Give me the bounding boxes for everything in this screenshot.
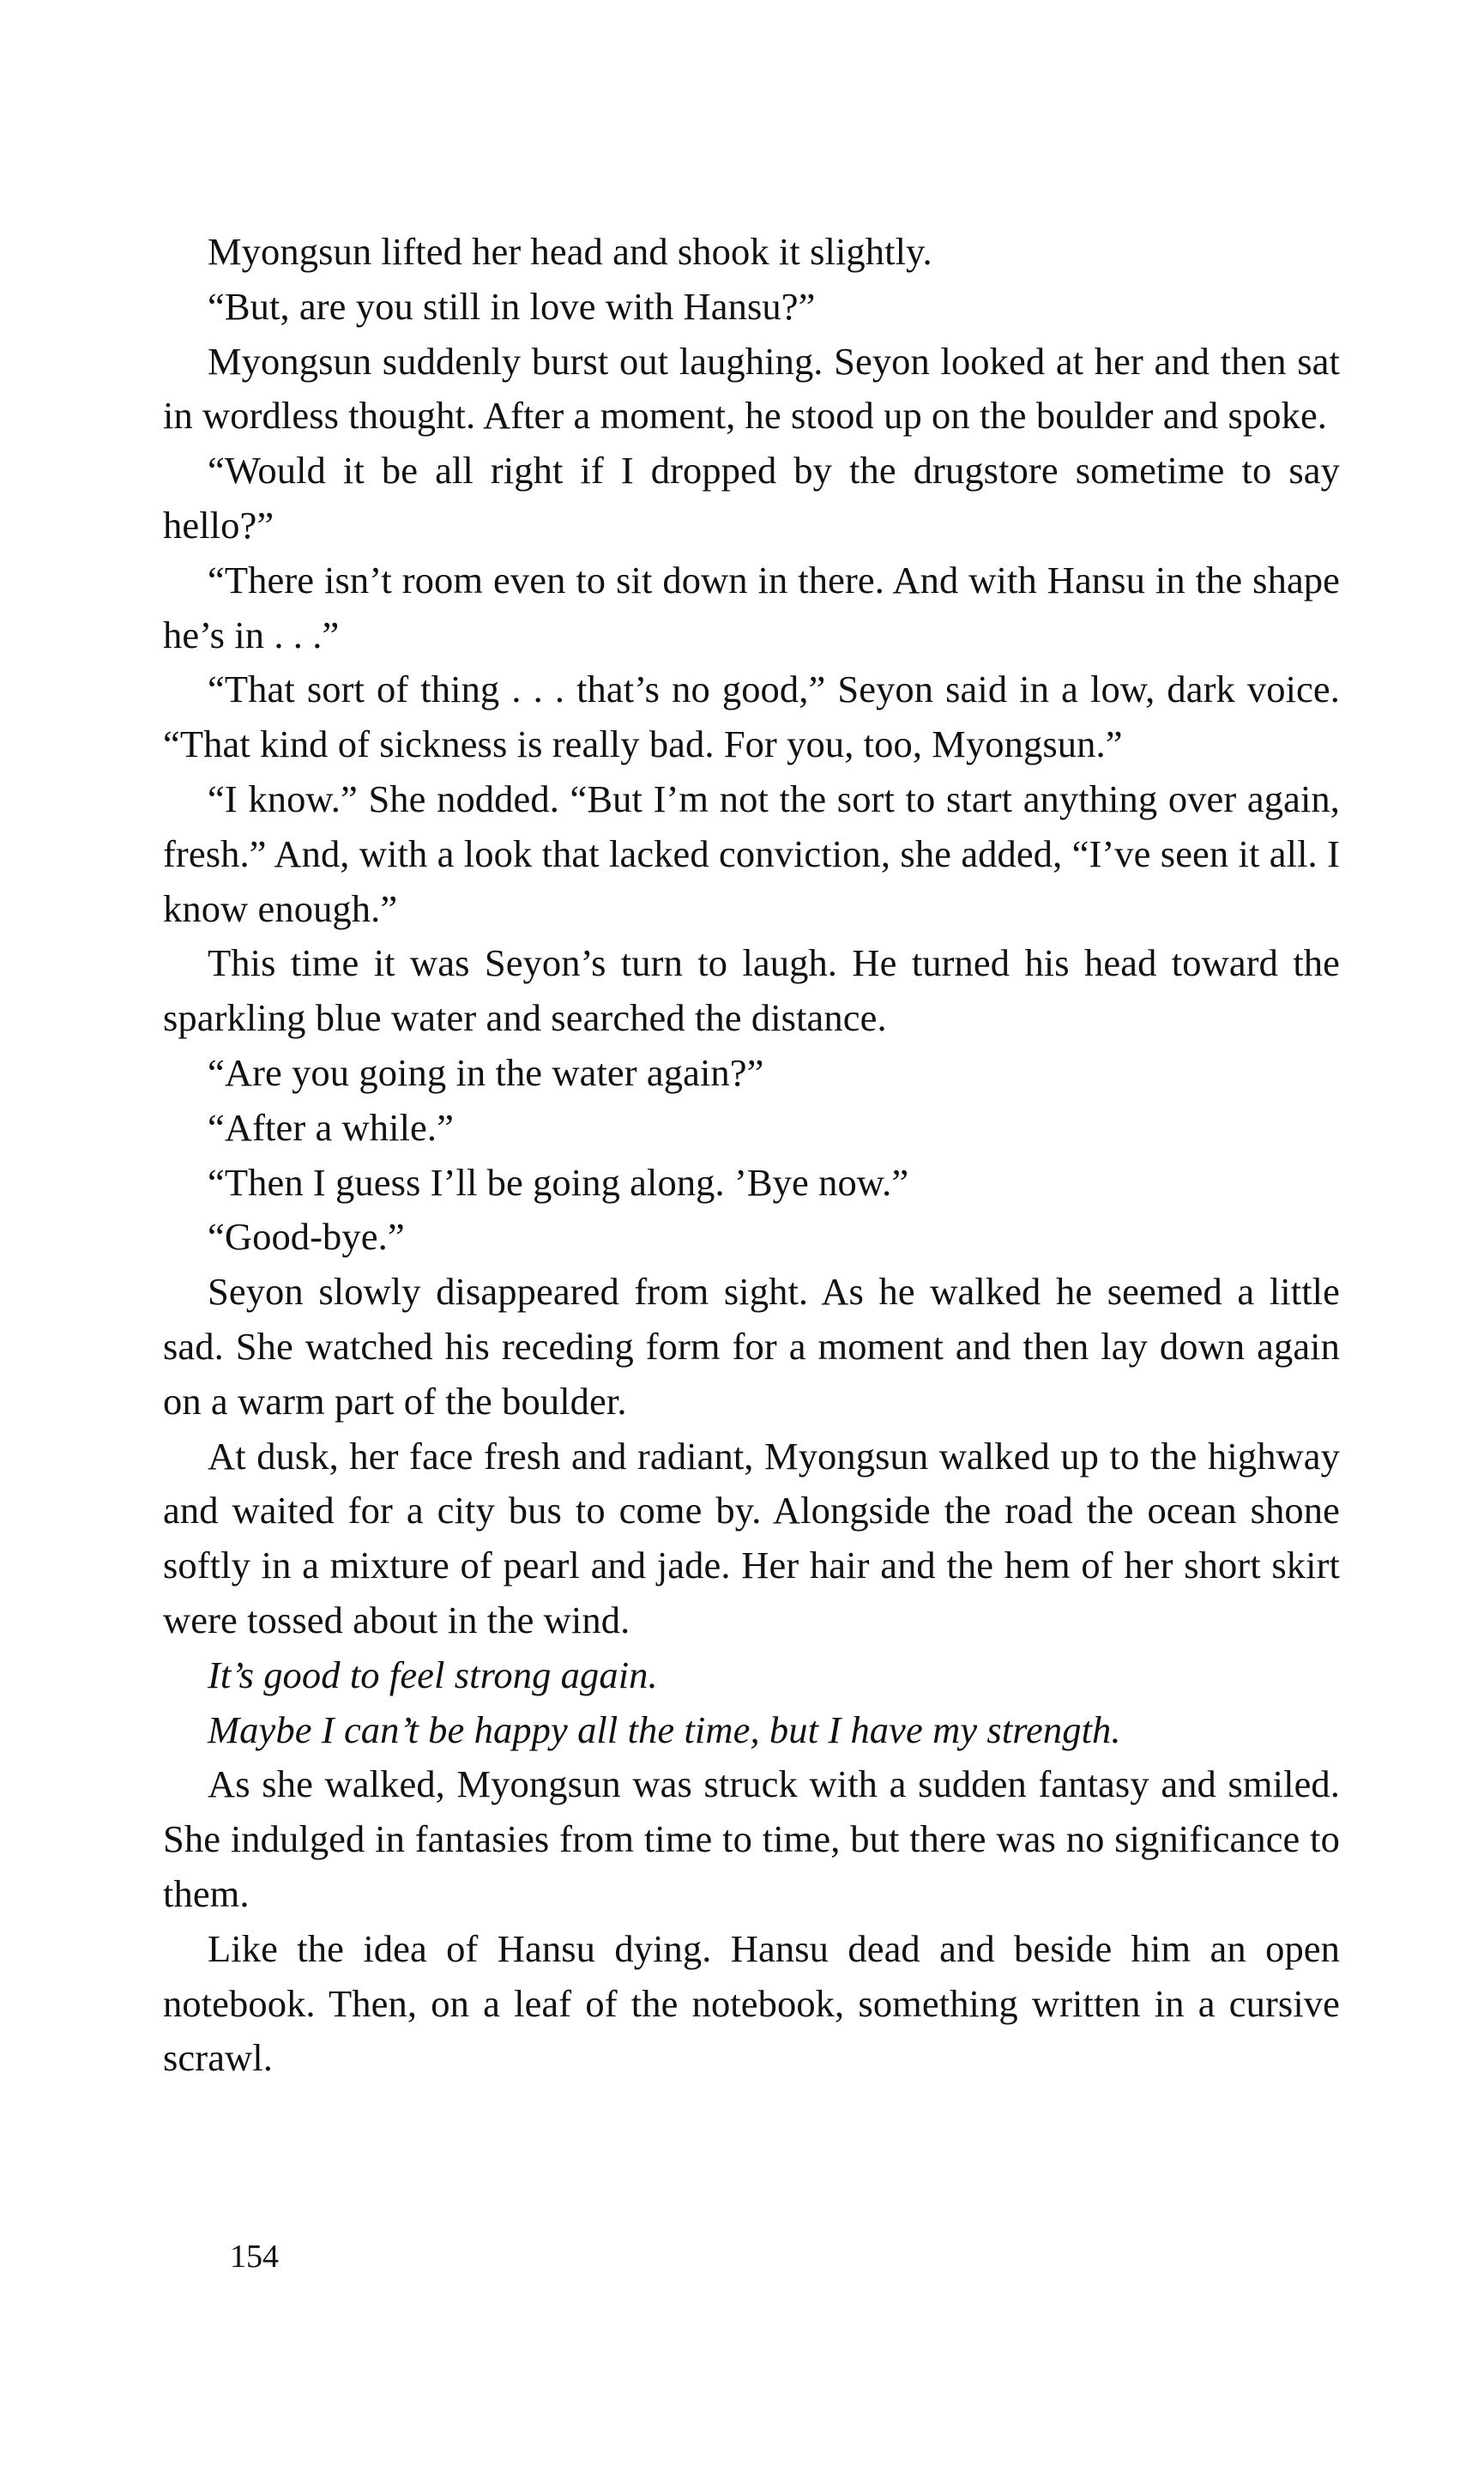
paragraph: “I know.” She nodded. “But I’m not the sort to start anything over again, fresh.” And, with a look that lacked conviction, she added, “I’ve seen it all. I know enough.”	[163, 777, 1340, 930]
paragraph: “Would it be all right if I dropped by the drugstore sometime to say hello?”	[163, 449, 1340, 547]
page-body	[163, 225, 1340, 2086]
paragraph: Seyon slowly disappeared from sight. As he walked he seemed a little sad. She watched his receding form for a moment and then lay down again on a warm part of the boulder.	[163, 1270, 1340, 1423]
paragraph: “Then I guess I’ll be going along. ’Bye now.”	[208, 1160, 909, 1204]
paragraph: “There isn’t room even to sit down in there. And with Hansu in the shape he’s in . . .”	[163, 558, 1340, 656]
italic-thought: It’s good to feel strong again.	[208, 1653, 658, 1696]
italic-thought: Maybe I can’t be happy all the time, but I have my strength.	[208, 1707, 1121, 1751]
paragraph: “That sort of thing . . . that’s no good,” Seyon said in a low, dark voice. “That kind of sickness is really bad. For you, too, Myongsun.”	[163, 668, 1340, 766]
paragraph: As she walked, Myongsun was struck with a sudden fantasy and smiled. She indulged in fantasies from time to time, but there was no significance to them.	[163, 1762, 1340, 1915]
paragraph: Like the idea of Hansu dying. Hansu dead and beside him an open notebook. Then, on a leaf of the notebook, something written in a cursive scrawl.	[163, 1926, 1340, 2080]
paragraph: This time it was Seyon’s turn to laugh. He turned his head toward the sparkling blue water and searched the distance.	[163, 941, 1340, 1040]
paragraph: “After a while.”	[208, 1105, 454, 1149]
paragraph: “Good-bye.”	[208, 1215, 405, 1259]
paragraph: “But, are you still in love with Hansu?”	[208, 284, 816, 328]
page-number: 154	[230, 2239, 279, 2275]
paragraph: At dusk, her face fresh and radiant, Myongsun walked up to the highway and waited for a city bus to come by. Alongside the road the ocean shone softly in a mixture of pearl and jade. Her hair and the hem of her short skirt were tossed about in the wind.	[163, 1434, 1340, 1641]
paragraph: Myongsun lifted her head and shook it slightly.	[208, 230, 932, 273]
paragraph: Myongsun suddenly burst out laughing. Seyon looked at her and then sat in wordless thought. After a moment, he stood up on the boulder and spoke.	[163, 339, 1340, 438]
paragraph: “Are you going in the water again?”	[208, 1050, 764, 1094]
